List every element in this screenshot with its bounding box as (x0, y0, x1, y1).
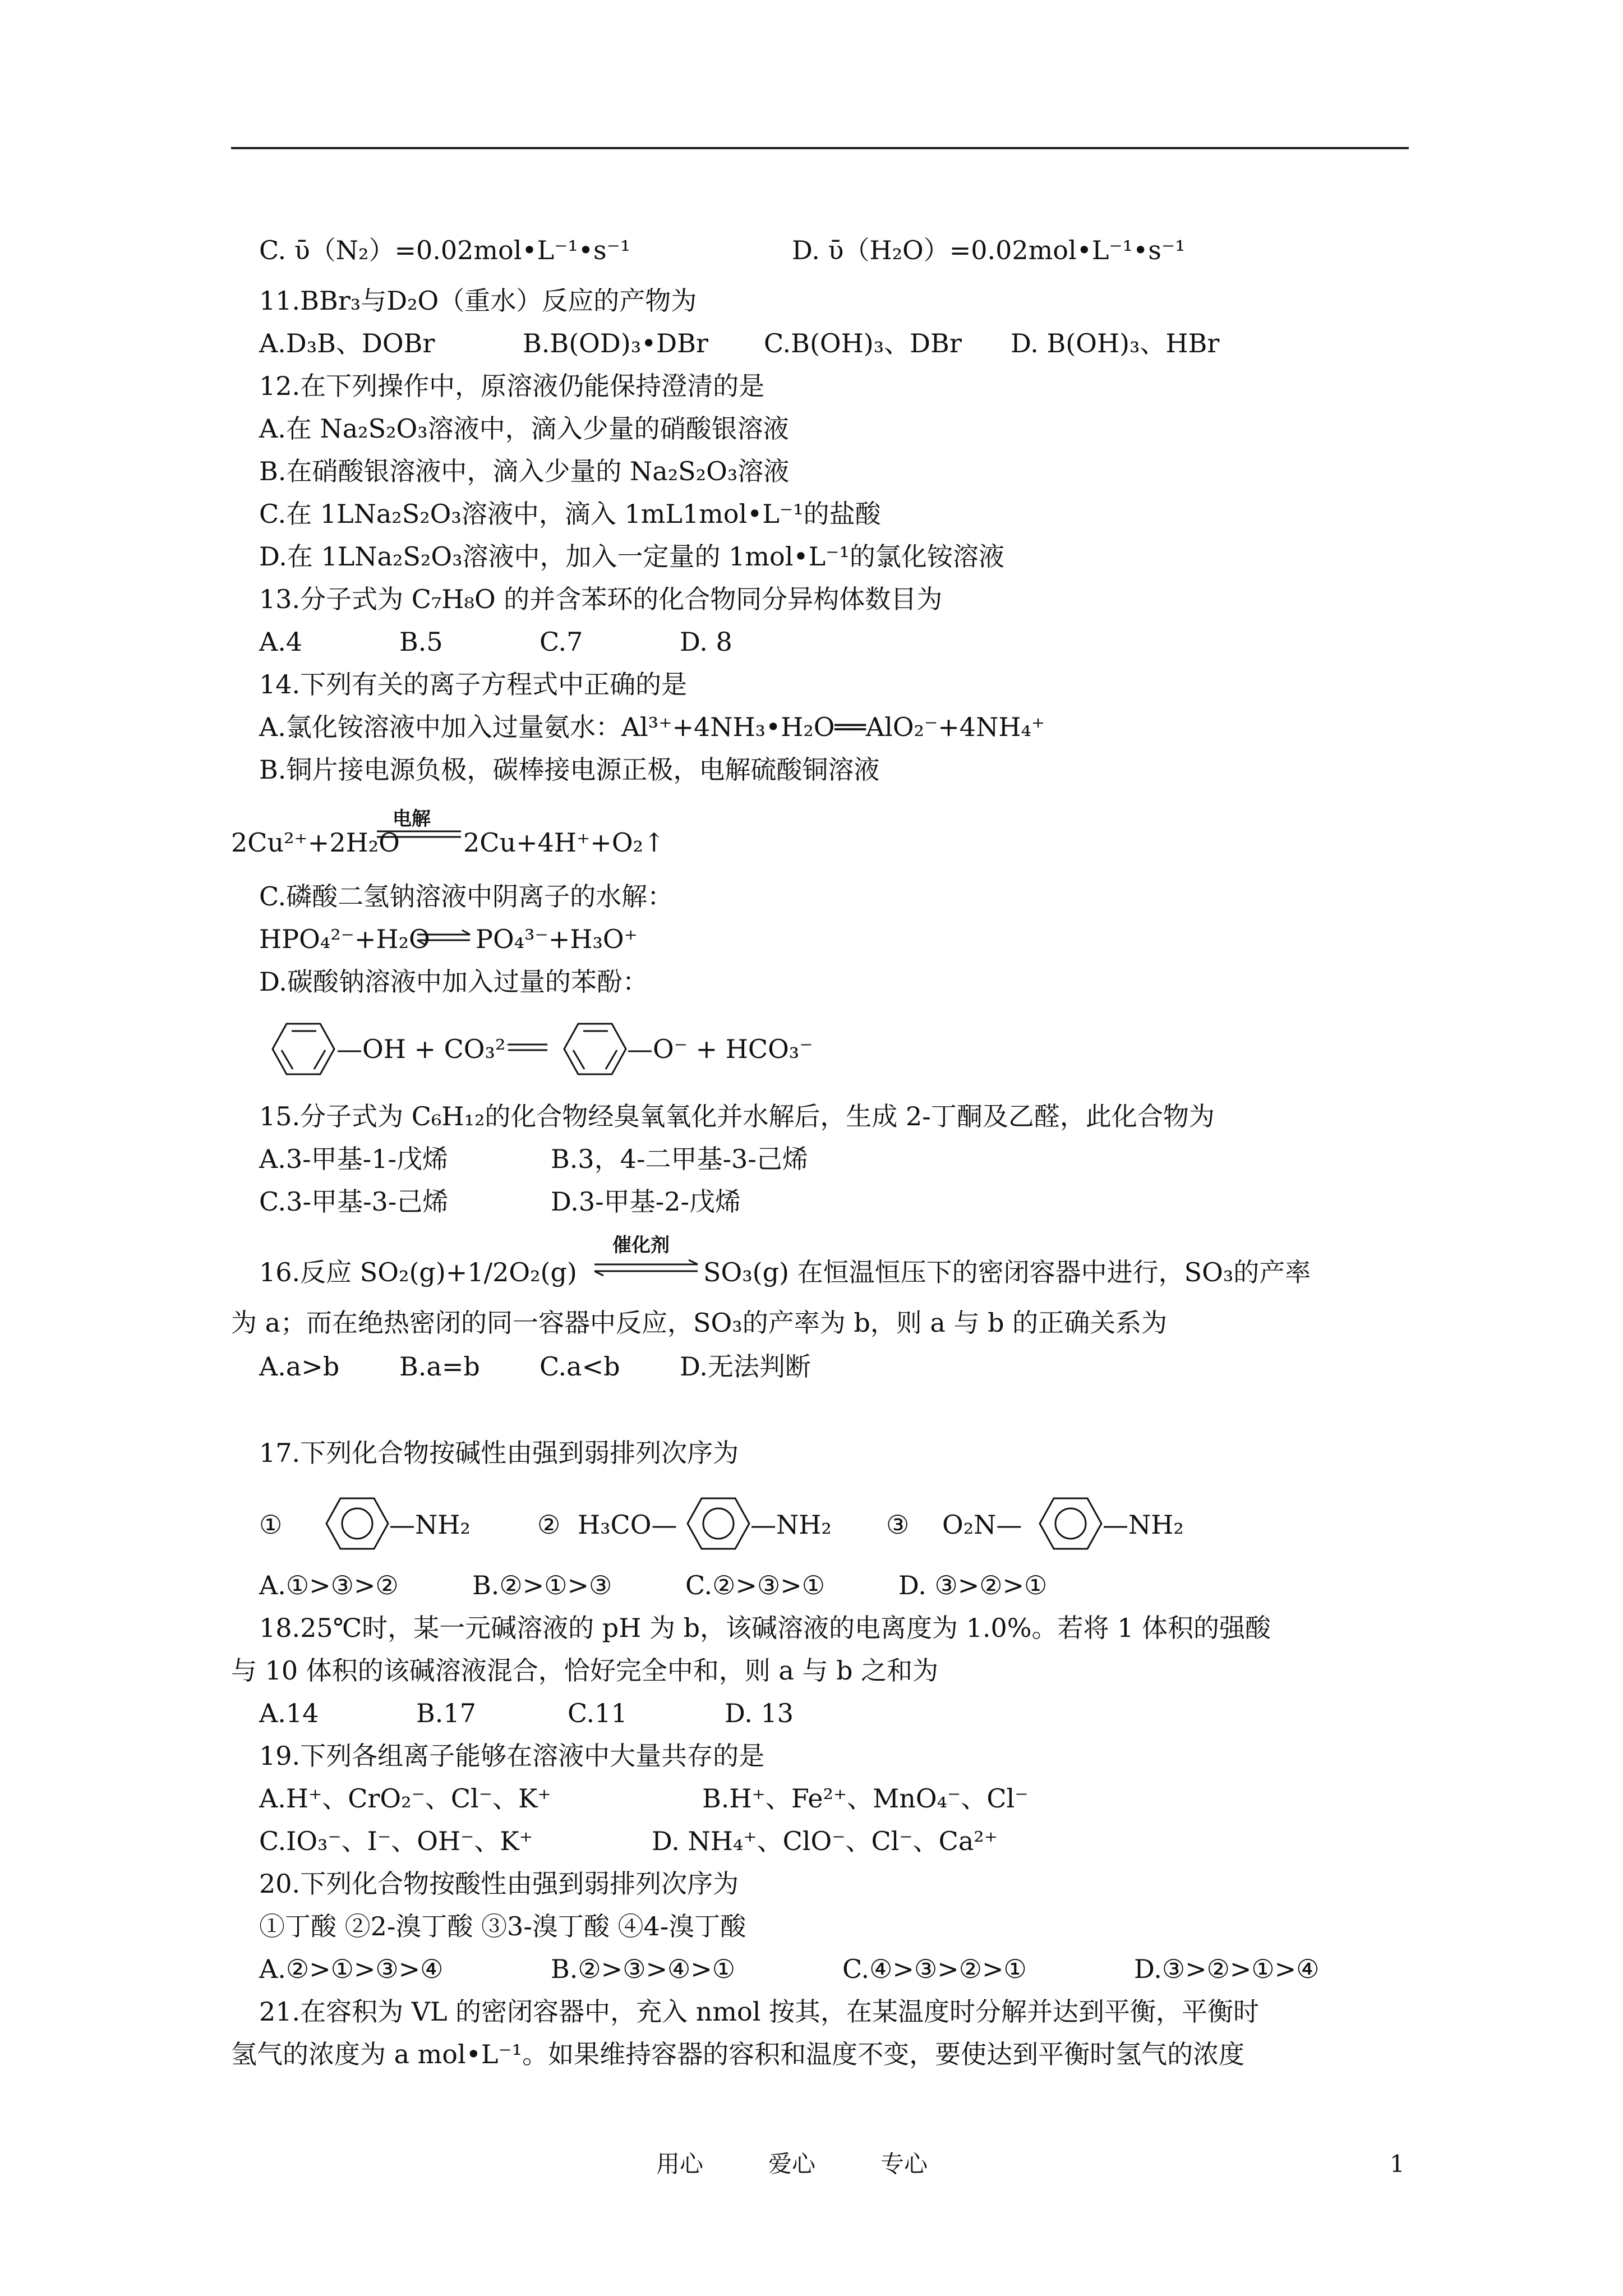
q11-options (259, 328, 1219, 359)
q13-option-a: A.4 (259, 627, 303, 657)
q14-b-electrolysis-label: 电解 (393, 808, 431, 830)
q13-option-b: B.5 (399, 627, 443, 657)
q15-options-row2 (259, 1186, 741, 1217)
q11-stem: 11.BBr₃与D₂O（重水）反应的产物为 (259, 286, 697, 316)
q14-stem: 14.下列有关的离子方程式中正确的是 (259, 669, 688, 700)
q14-d-double-bar (508, 1042, 547, 1053)
q14-d-phenol-reactant: —OH + CO₃²⁻ (336, 1034, 519, 1064)
q17-compound3-number: ③ (886, 1510, 910, 1540)
q11-option-d: D. B(OH)₃、HBr (1011, 328, 1220, 358)
q15-stem: 15.分子式为 C₆H₁₂的化合物经臭氧氧化并水解后，生成 2-丁酮及乙醛，此化合物为 (259, 1101, 1215, 1131)
q15-option-d: D.3-甲基-2-戊烯 (551, 1186, 741, 1217)
q16-option-c: C.a<b (540, 1351, 620, 1382)
footer-text-right: 专心 (880, 2150, 928, 2178)
q20-option-b: B.②>③>④>① (551, 1954, 736, 1984)
page-number: 1 (1390, 2150, 1405, 2178)
q15-option-b: B.3，4-二甲基-3-己烯 (551, 1144, 808, 1174)
footer-text-middle: 爱心 (768, 2150, 816, 2178)
benzene-ring-icon (1023, 1490, 1113, 1557)
q14-b-equation-right: 2Cu+4H⁺+O₂↑ (463, 827, 665, 858)
q20-stem: 20.下列化合物按酸性由强到弱排列次序为 (259, 1869, 739, 1899)
q12-option-c: C.在 1LNa₂S₂O₃溶液中，滴入 1mL1mol•L⁻¹的盐酸 (259, 499, 881, 529)
q12-option-d: D.在 1LNa₂S₂O₃溶液中，加入一定量的 1mol•L⁻¹的氯化铵溶液 (259, 541, 1004, 572)
q19-options-row1 (259, 1783, 1029, 1814)
q12-stem: 12.在下列操作中，原溶液仍能保持澄清的是 (259, 371, 765, 401)
footer-text-left: 用心 (656, 2150, 704, 2178)
q10-option-c: C. ῡ（N₂）=0.02mol•L⁻¹•s⁻¹ (259, 235, 631, 265)
q18-option-c: C.11 (568, 1698, 628, 1728)
q14-c-equilibrium-arrow (416, 929, 472, 946)
q13-option-c: C.7 (540, 627, 583, 657)
q19-option-d: D. NH₄⁺、ClO⁻、Cl⁻、Ca²⁺ (652, 1826, 998, 1856)
q12-option-a: A.在 Na₂S₂O₃溶液中，滴入少量的硝酸银溶液 (259, 413, 789, 444)
q16-catalyst-label: 催化剂 (612, 1234, 670, 1257)
benzene-ring-icon (256, 1015, 345, 1083)
q14-option-d: D.碳酸钠溶液中加入过量的苯酚： (259, 967, 648, 997)
q18-line1: 18.25℃时，某一元碱溶液的 pH 为 b，该碱溶液的电离度为 1.0%。若将 1 体积的强酸 (259, 1613, 1271, 1643)
q14-c-equation-left: HPO₄²⁻+H₂O (259, 924, 430, 954)
q18-option-a: A.14 (259, 1698, 319, 1728)
q13-option-d: D. 8 (680, 627, 732, 657)
q11-option-a: A.D₃B、DOBr (259, 328, 435, 358)
q14-option-a: A.氯化铵溶液中加入过量氨水：Al³⁺+4NH₃•H₂O══AlO₂⁻+4NH₄⁺ (259, 712, 1045, 742)
q16-stem-right: SO₃(g) 在恒温恒压下的密闭容器中进行，SO₃的产率 (703, 1257, 1311, 1287)
q17-option-c: C.②>③>① (685, 1570, 825, 1600)
q12-option-b: B.在硝酸银溶液中，滴入少量的 Na₂S₂O₃溶液 (259, 456, 790, 486)
q20-options (259, 1953, 1319, 1985)
q14-b-equation-left: 2Cu²⁺+2H₂O (231, 827, 400, 858)
benzene-ring-icon (310, 1490, 399, 1557)
q10-option-d: D. ῡ（H₂O）=0.02mol•L⁻¹•s⁻¹ (792, 235, 1186, 265)
q16-option-a: A.a>b (259, 1351, 340, 1382)
q18-option-b: B.17 (416, 1698, 476, 1728)
q16-option-b: B.a=b (399, 1351, 480, 1382)
q14-b-double-bar (377, 829, 461, 840)
q18-options (259, 1697, 794, 1729)
q19-options-row2 (259, 1825, 998, 1857)
q20-option-c: C.④>③>②>① (842, 1954, 1027, 1984)
q18-option-d: D. 13 (725, 1698, 794, 1728)
q15-option-c: C.3-甲基-3-己烯 (259, 1186, 449, 1217)
benzene-ring-icon (671, 1490, 760, 1557)
header-rule (231, 147, 1409, 149)
q11-option-b: B.B(OD)₃•DBr (523, 328, 708, 358)
q15-option-a: A.3-甲基-1-戊烯 (259, 1144, 449, 1174)
benzene-ring-icon (547, 1015, 637, 1083)
q20-items: ①丁酸 ②2-溴丁酸 ③3-溴丁酸 ④4-溴丁酸 (259, 1911, 746, 1941)
q17-compound1-amino: —NH₂ (389, 1510, 471, 1540)
q14-d-phenoxide-product: —O⁻ + HCO₃⁻ (627, 1034, 813, 1064)
q17-compound3-nitro: O₂N— (942, 1510, 1022, 1540)
q17-compound3-amino: —NH₂ (1103, 1510, 1184, 1540)
q20-option-d: D.③>②>①>④ (1134, 1954, 1320, 1984)
q14-option-c: C.磷酸二氢钠溶液中阴离子的水解： (259, 881, 674, 912)
q21-line2: 氢气的浓度为 a mol•L⁻¹。如果维持容器的容积和温度不变，要使达到平衡时氢气的浓度 (231, 2039, 1245, 2069)
q17-stem: 17.下列化合物按碱性由强到弱排列次序为 (259, 1438, 739, 1468)
q13-stem: 13.分子式为 C₇H₈O 的并含苯环的化合物同分异构体数目为 (259, 584, 943, 614)
q11-option-c: C.B(OH)₃、DBr (764, 328, 962, 358)
q17-compound2-methoxy: H₃CO— (578, 1510, 677, 1540)
q13-options (259, 626, 732, 657)
q14-c-equation-right: PO₄³⁻+H₃O⁺ (476, 924, 638, 954)
q15-options-row1 (259, 1143, 808, 1175)
q17-compound1-number: ① (259, 1510, 283, 1540)
q19-stem: 19.下列各组离子能够在溶液中大量共存的是 (259, 1741, 765, 1771)
q19-option-b: B.H⁺、Fe²⁺、MnO₄⁻、Cl⁻ (702, 1783, 1029, 1814)
q19-option-a: A.H⁺、CrO₂⁻、Cl⁻、K⁺ (259, 1783, 551, 1814)
q20-option-a: A.②>①>③>④ (259, 1954, 444, 1984)
q16-equilibrium-arrow (593, 1259, 700, 1278)
q16-option-d: D.无法判断 (680, 1351, 811, 1382)
q21-line1: 21.在容积为 VL 的密闭容器中，充入 nmol 按其，在某温度时分解并达到平衡，平衡时 (259, 1996, 1260, 2027)
q16-line2: 为 a；而在绝热密闭的同一容器中反应，SO₃的产率为 b，则 a 与 b 的正确关系为 (231, 1308, 1168, 1338)
q17-compound2-amino: —NH₂ (750, 1510, 832, 1540)
q17-options (259, 1570, 1047, 1601)
q17-option-a: A.①>③>② (259, 1570, 399, 1600)
q17-option-b: B.②>①>③ (472, 1570, 612, 1600)
q19-option-c: C.IO₃⁻、I⁻、OH⁻、K⁺ (259, 1826, 533, 1856)
q14-option-b: B.铜片接电源负极，碳棒接电源正极，电解硫酸铜溶液 (259, 754, 880, 785)
q17-option-d: D. ③>②>① (898, 1570, 1048, 1600)
q16-stem-left: 16.反应 SO₂(g)+1/2O₂(g) (259, 1257, 577, 1287)
q18-line2: 与 10 体积的该碱溶液混合，恰好完全中和，则 a 与 b 之和为 (231, 1655, 939, 1686)
q17-compound2-number: ② (537, 1510, 561, 1540)
q16-options (259, 1351, 811, 1382)
